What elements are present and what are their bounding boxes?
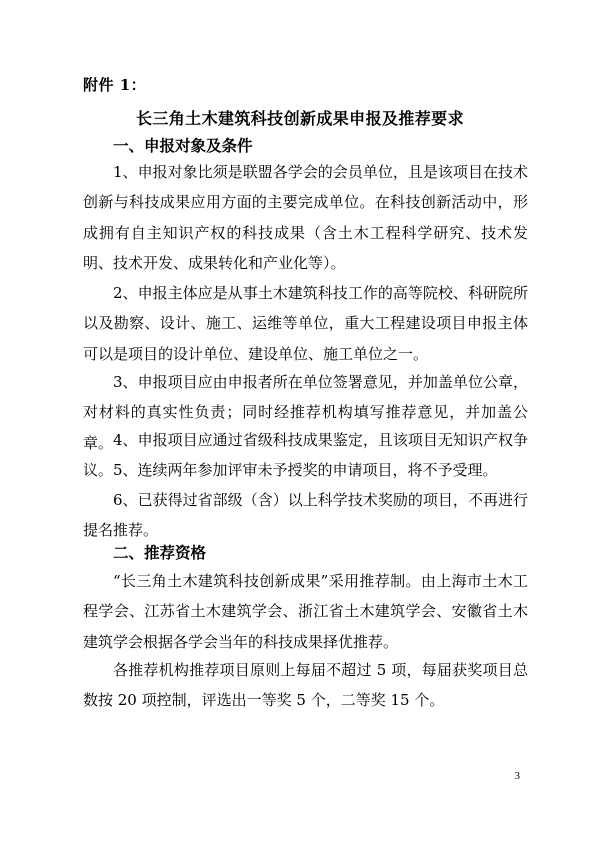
paragraph-condition-1: 1、申报对象比须是联盟各学会的会员单位，且是该项目在技术创新与科技成果应用方面的主要完成单位。在科技创新活动中，形成拥有自主知识产权的科技成果（含土木工程科学研究、技术发明、技术开发、成果转化和产业化等）。: [83, 163, 528, 272]
paragraph-condition-6: 6、已获得过省部级（含）以上科学技术奖励的项目，不再进行提名推荐。: [83, 491, 528, 540]
paragraph-condition-3: 3、申报项目应由申报者所在单位签署意见，并加盖单位公章，对材料的真实性负责；同时经推荐机构填写推荐意见，并加盖公章。: [83, 373, 528, 452]
page-number: 3: [514, 770, 520, 782]
paragraph-eligibility-1: “长三角土木建筑科技创新成果”采用推荐制。由上海市土木工程学会、江苏省土木建筑学会、浙江省土木建筑学会、安徽省土木建筑学会根据各学会当年的科技成果择优推荐。: [83, 572, 528, 651]
paragraph-condition-4: 4、申报项目应通过省级科技成果鉴定，且该项目无知识产权争议。: [83, 431, 528, 480]
paragraph-condition-5: 5、连续两年参加评审未予授奖的申请项目，将不予受理。: [113, 461, 498, 479]
attachment-label: 附件 1：: [83, 76, 147, 94]
section-heading-conditions: 一、申报对象及条件: [113, 136, 253, 155]
paragraph-eligibility-2: 各推荐机构推荐项目原则上每届不超过 5 项，每届获奖项目总数按 20 项控制，评选出一等奖 5 个，二等奖 15 个。: [83, 661, 528, 710]
paragraph-condition-2: 2、申报主体应是从事土木建筑科技工作的高等院校、科研院所以及勘察、设计、施工、运维等单位，重大工程建设项目申报主体可以是项目的设计单位、建设单位、施工单位之一。: [83, 284, 528, 363]
document-title: 长三角土木建筑科技创新成果申报及推荐要求: [135, 109, 464, 128]
section-heading-eligibility: 二、推荐资格: [113, 543, 207, 562]
